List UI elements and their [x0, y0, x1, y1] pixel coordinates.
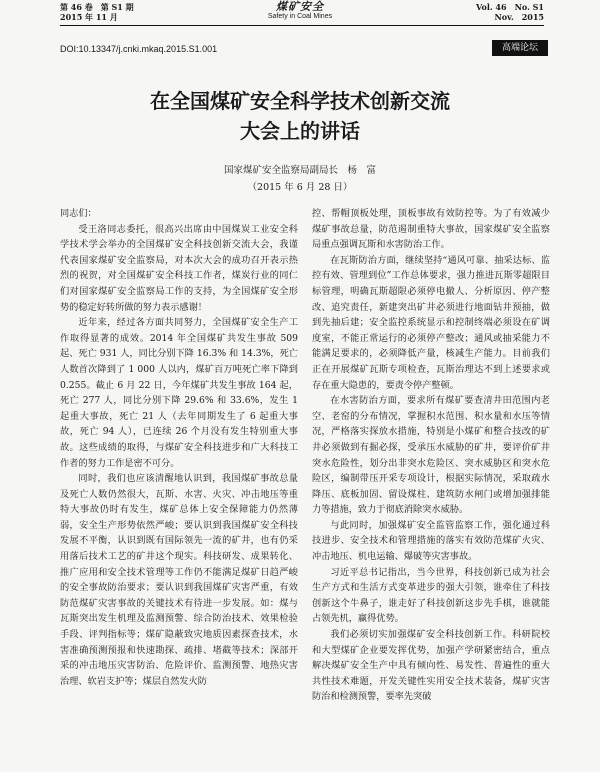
salutation: 同志们：: [60, 208, 97, 219]
volume-issue: 第 46 卷 第 S1 期: [60, 2, 134, 12]
header-rule: [60, 25, 544, 26]
body-paragraph: 同时，我们也应该清醒地认识到，我国煤矿事故总量及死亡人数仍然很大，瓦斯、水害、火灾、冲击地压等重特大事故仍时有发生，煤矿总体上安全保障能力仍然薄弱，安全生产形势依然严峻；要认识到我国煤矿安全科技发展不平衡，认识到既有国际领先一流的矿井，也有仍采用落后技术工艺的矿井这个现实。科技研发、成果转化、推广应用和安全技术管理等工作仍不能满足煤矿日趋严峻的安全事故防治要求；要认识到我国煤矿灾害严重，有效防范煤矿灾害事故的关键技术有待进一步发展。如：煤与瓦斯突出发生机理及监测预警、综合防治技术、效果检验手段、评判指标等；煤矿隐蔽致灾地质因素探查技术，水害准确预测预报和快速勘探、疏排、堵截等技术；深部开采的冲击地压灾害防治、危险评价、监测预警、地热灾害治理、软岩支护等；煤层自然发火防: [60, 473, 298, 687]
volume-issue-en: Vol. 46 No. S1: [476, 2, 544, 12]
body-paragraph: 在水害防治方面，要求所有煤矿要查清井田范围内老空、老窑的分布情况，掌握积水范围、积水量和水压等情况，严格落实探放水措施，特别是小煤矿和整合技改的矿井必须做到有掘必探，受承压水威胁的矿井，要评价矿井突水危险性，划分出非突水危险区、突水威胁区和突水危险区，编制带压开采专项设计，根据实际情况，采取疏水降压、底板加固、留设煤柱、建筑防水闸门或增加强排能力等措施，致力于彻底消除突水威胁。: [312, 395, 550, 516]
running-header: [0, 0, 600, 24]
section-badge: 高端论坛: [492, 40, 548, 56]
doi: DOI:10.13347/j.cnki.mkaq.2015.S1.001: [60, 44, 218, 54]
body-paragraph: 近年来，经过各方面共同努力，全国煤矿安全生产工作取得显著的成效。2014 年全国煤矿共发生事故 509 起、死亡 931 人，同比分别下降 16.3% 和 14.3%，死亡人数首次降到了 1 000 人以内，煤矿百万吨死亡率下降到 0.255。截止 6 月 22 日，今年煤矿共发生事故 164 起，死亡 277 人，同比分别下降 29.6% 和 33.6%，发生 1 起重大事故，死亡 21 人（去年同期发生了 6 起重大事故，死亡 94 人），已连续 26 个月没有发生特别重大事故。这些成绩的取得，与煤矿安全科技进步和广大科技工作者的努力工作是密不可分。: [60, 317, 298, 469]
journal-title-en: Safety in Coal Mines: [267, 13, 333, 20]
volume-info-en: [476, 2, 544, 22]
article-title-line1: 在全国煤矿安全科学技术创新交流: [150, 89, 450, 113]
article-title-line2: 大会上的讲话: [240, 119, 360, 143]
body-paragraph: 控、帮帽顶板处理，顶板事故有效防控等。为了有效减少煤矿事故总量，防范遏制重特大事故，国家煤矿安全监察局重点强调瓦斯和水害防治工作。: [312, 208, 550, 251]
body-paragraph: 受王洛同志委托，很高兴出席由中国煤炭工业安全科学技术学会举办的全国煤矿安全科技创新交流大会，我谨代表国家煤矿安全监察局，对本次大会的成功召开表示热烈的祝贺，对全国煤矿安全科技工作者，煤炭行业的同仁们对国家煤矿安全监察局工作的支持，为全国煤矿安全形势的稳定好转所做的努力表示感谢！: [60, 223, 298, 313]
body-paragraph: 与此同时，加强煤矿安全监管监察工作，强化通过科技进步、安全技术和管理措施的落实有效防范煤矿火灾、冲击地压、机电运输、爆破等灾害事故。: [312, 519, 550, 563]
speech-date: （2015 年 6 月 28 日）: [247, 182, 353, 193]
body-paragraph: 在瓦斯防治方面，继续坚持“通风可靠、抽采达标、监控有效、管理到位”工作总体要求，强力推进瓦斯零超限目标管理，明确瓦斯超限必须停电撤人、分析原因、停产整改、追究责任，新建突出矿井必须进行地面钻井预抽，做到先抽后建；安全监控系统显示和控制终端必须设在矿调度室，不能正常运行的必须停产整改；通风或抽采能力不能满足要求的，必须降低产量，核减生产能力。目前我们正在开展煤矿瓦斯专项检查，瓦斯治理达不到上述要求或存在重大隐患的，要责令停产整顿。: [312, 254, 550, 391]
issue-date-en: Nov. 2015: [494, 12, 544, 22]
journal-title-cn: 煤矿安全: [276, 0, 324, 13]
body-paragraph: 习近平总书记指出，当今世界，科技创新已成为社会生产方式和生活方式变革进步的强大引领，谁牵住了科技创新这个牛鼻子，谁走好了科技创新这步先手棋，谁就能占领先机，赢得优势。: [312, 566, 550, 625]
right-column: [312, 206, 550, 772]
author: 国家煤矿安全监察局副局长 杨 富: [223, 165, 376, 176]
body-paragraph: 我们必须切实加强煤矿安全科技创新工作。科研院校和大型煤矿企业要发挥优势，加强产学研紧密结合，重点解决煤矿安全生产中具有倾向性、易发性、普遍性的重大共性技术难题，开发关键性实用安全技术装备，煤矿灾害防治和检测预警，要率先突破: [312, 629, 550, 703]
issue-date: 2015 年 11 月: [60, 12, 118, 22]
left-column: [60, 206, 298, 772]
